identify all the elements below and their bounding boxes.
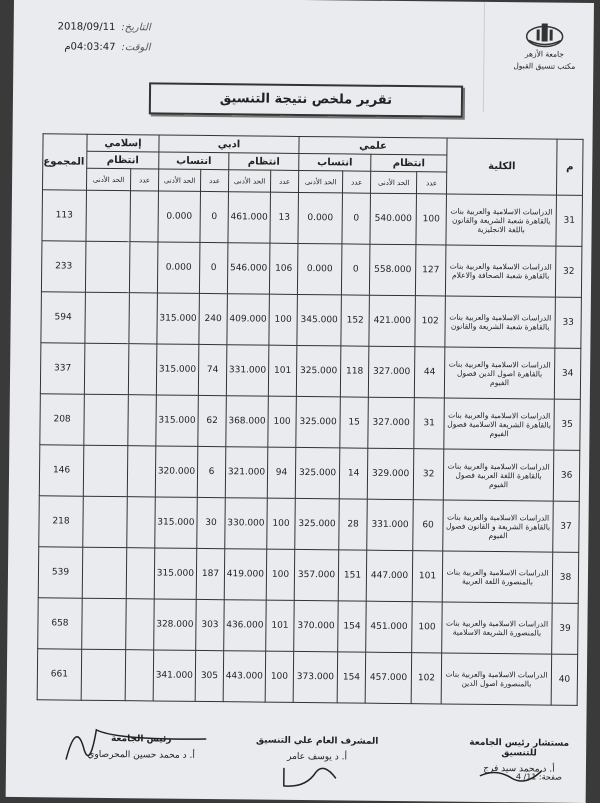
cell-l-reg-n: 106 bbox=[269, 243, 298, 294]
cell-l-aff-min: 0.000 bbox=[157, 242, 200, 293]
sci-reg-min: الحد الأدنى bbox=[371, 171, 417, 193]
isl-reg-count: عدد bbox=[131, 169, 159, 191]
president-handwritten-signature bbox=[56, 709, 217, 771]
cell-s-aff-n: 0 bbox=[341, 244, 370, 295]
cell-college: الدراسات الاسلامية والعربية بنات بالقاهرة الشريعة الاسلامية فصول الفيوم bbox=[444, 398, 555, 450]
report-title-box bbox=[149, 82, 463, 117]
cell-s-aff-n: 154 bbox=[338, 601, 367, 652]
col-college: الكلية bbox=[447, 138, 558, 195]
cell-m: 40 bbox=[551, 654, 578, 705]
cell-m: 35 bbox=[554, 399, 581, 450]
cell-isl-reg-count bbox=[127, 497, 156, 548]
cell-l-aff-min: 0.000 bbox=[158, 191, 201, 242]
lit-aff-min: الحد الأدنى bbox=[159, 169, 201, 191]
cell-l-aff-n: 74 bbox=[198, 344, 227, 395]
cell-s-reg-n: 44 bbox=[414, 347, 445, 398]
cell-isl-reg-min bbox=[85, 241, 130, 292]
cell-s-reg-n: 101 bbox=[412, 551, 443, 602]
cell-l-reg-min: 321.000 bbox=[225, 447, 268, 498]
cell-isl-reg-min bbox=[84, 394, 129, 445]
cell-isl-reg-min bbox=[85, 292, 130, 343]
isl-reg-min: الحد الأدنى bbox=[86, 168, 130, 190]
cell-s-reg-n: 102 bbox=[411, 653, 442, 704]
cell-isl-reg-min bbox=[84, 343, 129, 394]
cell-s-aff-min: 0.000 bbox=[298, 192, 343, 243]
cell-s-aff-n: 15 bbox=[340, 397, 369, 448]
cell-total: 113 bbox=[42, 190, 87, 241]
cell-l-reg-min: 546.000 bbox=[227, 243, 270, 294]
sci-aff-min: الحد الأدنى bbox=[299, 170, 343, 192]
table-row bbox=[42, 190, 583, 247]
table-row bbox=[39, 496, 580, 553]
cell-s-aff-n: 154 bbox=[337, 652, 366, 703]
advisor-title: مستشار رئيس الجامعة للتنسيق bbox=[469, 737, 570, 759]
cell-l-aff-min: 315.000 bbox=[157, 293, 200, 344]
cell-college: الدراسات الاسلامية والعربية بنات بالقاهرة اللغة العربية فصول الفيوم bbox=[443, 449, 554, 501]
document-page bbox=[6, 0, 594, 803]
cell-college: الدراسات الاسلامية والعربية بنات بالمنصورة الشريعة الاسلامية bbox=[442, 602, 553, 654]
report-title: تقرير ملخص نتيجة التنسيق bbox=[219, 91, 393, 108]
cell-l-reg-min: 368.000 bbox=[226, 396, 269, 447]
cell-m: 38 bbox=[552, 552, 579, 603]
report-meta bbox=[57, 17, 150, 58]
table-row bbox=[40, 394, 581, 451]
supervisor-name: أ. د يوسف عامر bbox=[287, 751, 348, 763]
cell-s-aff-min: 357.000 bbox=[294, 549, 339, 600]
table-row bbox=[39, 445, 580, 502]
cell-l-reg-n: 100 bbox=[267, 498, 296, 549]
cell-s-reg-min: 421.000 bbox=[369, 295, 416, 346]
cell-l-reg-min: 331.000 bbox=[226, 345, 269, 396]
cell-m: 37 bbox=[553, 501, 580, 552]
cell-s-reg-n: 100 bbox=[416, 194, 447, 245]
cell-m: 39 bbox=[552, 603, 579, 654]
sci-affiliation: انتساب bbox=[299, 153, 371, 171]
cell-total: 658 bbox=[38, 598, 83, 649]
cell-l-reg-n: 100 bbox=[266, 549, 295, 600]
cell-l-aff-n: 303 bbox=[196, 599, 225, 650]
lit-regular: انتظام bbox=[229, 153, 299, 171]
cell-l-reg-n: 94 bbox=[267, 447, 296, 498]
cell-l-reg-min: 409.000 bbox=[227, 294, 270, 345]
cell-s-aff-n: 14 bbox=[339, 448, 368, 499]
cell-s-reg-min: 329.000 bbox=[367, 448, 414, 499]
cell-college: الدراسات الاسلامية والعربية بنات بالقاهرة شعبة الصحافة والاعلام bbox=[445, 245, 556, 297]
sci-reg-count: عدد bbox=[417, 172, 447, 194]
cell-isl-reg-count bbox=[125, 650, 154, 701]
cell-isl-reg-min bbox=[81, 649, 126, 700]
cell-s-aff-n: 118 bbox=[340, 346, 369, 397]
cell-l-aff-n: 187 bbox=[196, 548, 225, 599]
cell-isl-reg-count bbox=[130, 191, 159, 242]
cell-isl-reg-count bbox=[129, 293, 158, 344]
cell-college: الدراسات الاسلامية والعربية بنات بالقاهرة شعبة الشريعة والقانون bbox=[445, 296, 556, 348]
cell-s-aff-min: 325.000 bbox=[295, 447, 340, 498]
cell-total: 218 bbox=[39, 496, 84, 547]
cell-college: الدراسات الاسلامية والعربية بنات بالقاهرة شعبة الشريعة والقانون باللغة الانجليزية bbox=[446, 194, 557, 246]
cell-isl-reg-count bbox=[128, 344, 157, 395]
cell-s-aff-min: 373.000 bbox=[293, 651, 338, 702]
cell-isl-reg-count bbox=[126, 599, 155, 650]
cell-s-reg-min: 331.000 bbox=[367, 499, 414, 550]
table-row bbox=[40, 343, 581, 400]
cell-l-reg-min: 330.000 bbox=[225, 498, 268, 549]
supervisor-handwritten-signature bbox=[276, 758, 346, 793]
cell-l-reg-n: 100 bbox=[269, 294, 298, 345]
cell-total: 594 bbox=[41, 292, 86, 343]
cell-s-reg-n: 60 bbox=[413, 500, 444, 551]
cell-s-reg-min: 540.000 bbox=[370, 193, 417, 244]
lit-aff-count: عدد bbox=[201, 169, 229, 191]
cell-college: الدراسات الاسلامية والعربية بنات بالمنصورة اللغة العربية bbox=[442, 551, 553, 603]
lit-reg-min: الحد الأدنى bbox=[229, 170, 271, 192]
cell-l-aff-n: 0 bbox=[200, 191, 229, 242]
isl-regular: انتظام bbox=[87, 151, 159, 169]
col-literary: ادبي bbox=[159, 135, 299, 153]
date-label: التاريخ: bbox=[121, 22, 151, 34]
cell-college: الدراسات الاسلامية والعربية بنات بالقاهرة اصول الدين فصول الفيوم bbox=[444, 347, 555, 399]
cell-s-reg-min: 447.000 bbox=[366, 550, 413, 601]
page-number: 11/ 4 bbox=[515, 772, 537, 782]
table-row bbox=[37, 649, 578, 706]
cell-l-reg-n: 101 bbox=[268, 345, 297, 396]
cell-s-reg-min: 457.000 bbox=[365, 652, 412, 703]
cell-total: 661 bbox=[37, 649, 82, 700]
cell-s-aff-min: 325.000 bbox=[296, 396, 341, 447]
azhar-emblem-icon bbox=[525, 20, 565, 48]
cell-total: 539 bbox=[38, 547, 83, 598]
cell-total: 337 bbox=[40, 343, 85, 394]
page-label: صفحة: bbox=[538, 772, 563, 782]
cell-m: 32 bbox=[555, 246, 582, 297]
cell-total: 233 bbox=[41, 241, 86, 292]
cell-l-aff-min: 320.000 bbox=[155, 446, 198, 497]
date-value: 2018/09/11 bbox=[57, 21, 116, 34]
results-table bbox=[37, 133, 584, 706]
time-label: الوقت: bbox=[121, 42, 151, 54]
cell-isl-reg-min bbox=[83, 496, 128, 547]
cell-l-reg-n: 101 bbox=[266, 600, 295, 651]
cell-l-reg-min: 461.000 bbox=[228, 192, 271, 243]
cell-isl-reg-min bbox=[83, 445, 128, 496]
cell-s-aff-n: 152 bbox=[341, 295, 370, 346]
cell-m: 31 bbox=[556, 195, 583, 246]
table-row bbox=[41, 292, 582, 349]
cell-m: 33 bbox=[555, 297, 582, 348]
cell-l-aff-n: 62 bbox=[198, 395, 227, 446]
cell-l-reg-n: 13 bbox=[270, 192, 299, 243]
cell-l-aff-n: 305 bbox=[195, 650, 224, 701]
col-islamic: إسلامي bbox=[87, 134, 159, 152]
cell-l-reg-n: 100 bbox=[265, 651, 294, 702]
cell-s-reg-n: 102 bbox=[415, 296, 446, 347]
cell-s-reg-min: 558.000 bbox=[369, 244, 416, 295]
lit-affiliation: انتساب bbox=[159, 152, 229, 170]
cell-l-reg-min: 436.000 bbox=[224, 600, 267, 651]
time-value: 04:03:47م bbox=[64, 41, 116, 54]
cell-college: الدراسات الاسلامية والعربية بنات بالقاهرة الشريعة و القانون فصول الفيوم bbox=[443, 500, 554, 552]
cell-s-reg-n: 32 bbox=[413, 449, 444, 500]
cell-s-aff-min: 345.000 bbox=[297, 294, 342, 345]
cell-l-aff-min: 315.000 bbox=[154, 548, 197, 599]
cell-total: 208 bbox=[40, 394, 85, 445]
supervisor-title: المشرف العام علي التنسيق bbox=[256, 735, 379, 747]
cell-s-aff-min: 370.000 bbox=[294, 600, 339, 651]
cell-l-aff-min: 315.000 bbox=[155, 497, 198, 548]
cell-l-aff-n: 0 bbox=[199, 242, 228, 293]
lit-reg-count: عدد bbox=[271, 170, 299, 192]
org-name: جامعة الأزهر bbox=[524, 49, 565, 59]
col-m: م bbox=[557, 139, 584, 195]
cell-m: 34 bbox=[554, 348, 581, 399]
cell-s-aff-n: 151 bbox=[338, 550, 367, 601]
col-total: المجموع bbox=[42, 134, 87, 190]
paper-fold bbox=[483, 2, 485, 112]
cell-s-aff-min: 325.000 bbox=[296, 345, 341, 396]
cell-l-aff-min: 315.000 bbox=[156, 395, 199, 446]
cell-s-reg-n: 31 bbox=[414, 398, 445, 449]
cell-s-aff-n: 28 bbox=[339, 499, 368, 550]
sci-regular: انتظام bbox=[371, 154, 447, 172]
time-row bbox=[57, 37, 150, 58]
cell-s-reg-min: 451.000 bbox=[366, 601, 413, 652]
cell-l-aff-n: 240 bbox=[199, 293, 228, 344]
cell-l-aff-min: 315.000 bbox=[156, 344, 199, 395]
date-row bbox=[58, 17, 151, 38]
sci-aff-count: عدد bbox=[343, 171, 371, 193]
cell-isl-reg-count bbox=[127, 446, 156, 497]
president-name: أ. د محمد حسين المحرصاوي bbox=[87, 749, 195, 761]
cell-l-aff-n: 6 bbox=[197, 446, 226, 497]
cell-l-reg-min: 419.000 bbox=[224, 549, 267, 600]
col-scientific: علمي bbox=[299, 136, 447, 155]
office-name: مكتب تنسيق القبول bbox=[513, 61, 576, 71]
cell-s-reg-n: 100 bbox=[412, 602, 443, 653]
cell-l-aff-min: 328.000 bbox=[154, 599, 197, 650]
cell-s-aff-n: 0 bbox=[342, 193, 371, 244]
cell-s-reg-min: 327.000 bbox=[368, 346, 415, 397]
table-row bbox=[38, 547, 579, 604]
table-row bbox=[41, 241, 582, 298]
cell-l-reg-min: 443.000 bbox=[223, 651, 266, 702]
cell-s-reg-min: 327.000 bbox=[368, 397, 415, 448]
cell-college: الدراسات الاسلامية والعربية بنات بالمنصورة اصول الدين bbox=[441, 653, 552, 705]
advisor-name: أ. د محمد سيد فرج bbox=[483, 763, 555, 775]
cell-l-aff-n: 30 bbox=[197, 497, 226, 548]
cell-s-aff-min: 325.000 bbox=[295, 498, 340, 549]
cell-l-aff-min: 341.000 bbox=[153, 650, 196, 701]
cell-isl-reg-count bbox=[128, 395, 157, 446]
cell-isl-reg-min bbox=[86, 190, 131, 241]
president-title: رئيس الجامعة bbox=[110, 734, 172, 745]
page-footer bbox=[516, 772, 562, 781]
cell-isl-reg-count bbox=[129, 242, 158, 293]
cell-isl-reg-count bbox=[126, 548, 155, 599]
cell-s-aff-min: 0.000 bbox=[297, 243, 342, 294]
cell-s-reg-n: 127 bbox=[415, 245, 446, 296]
cell-total: 146 bbox=[39, 445, 84, 496]
cell-isl-reg-min bbox=[82, 598, 127, 649]
university-logo bbox=[507, 20, 582, 71]
table-row bbox=[38, 598, 579, 655]
cell-m: 36 bbox=[553, 450, 580, 501]
cell-l-reg-n: 100 bbox=[268, 396, 297, 447]
cell-isl-reg-min bbox=[82, 547, 127, 598]
